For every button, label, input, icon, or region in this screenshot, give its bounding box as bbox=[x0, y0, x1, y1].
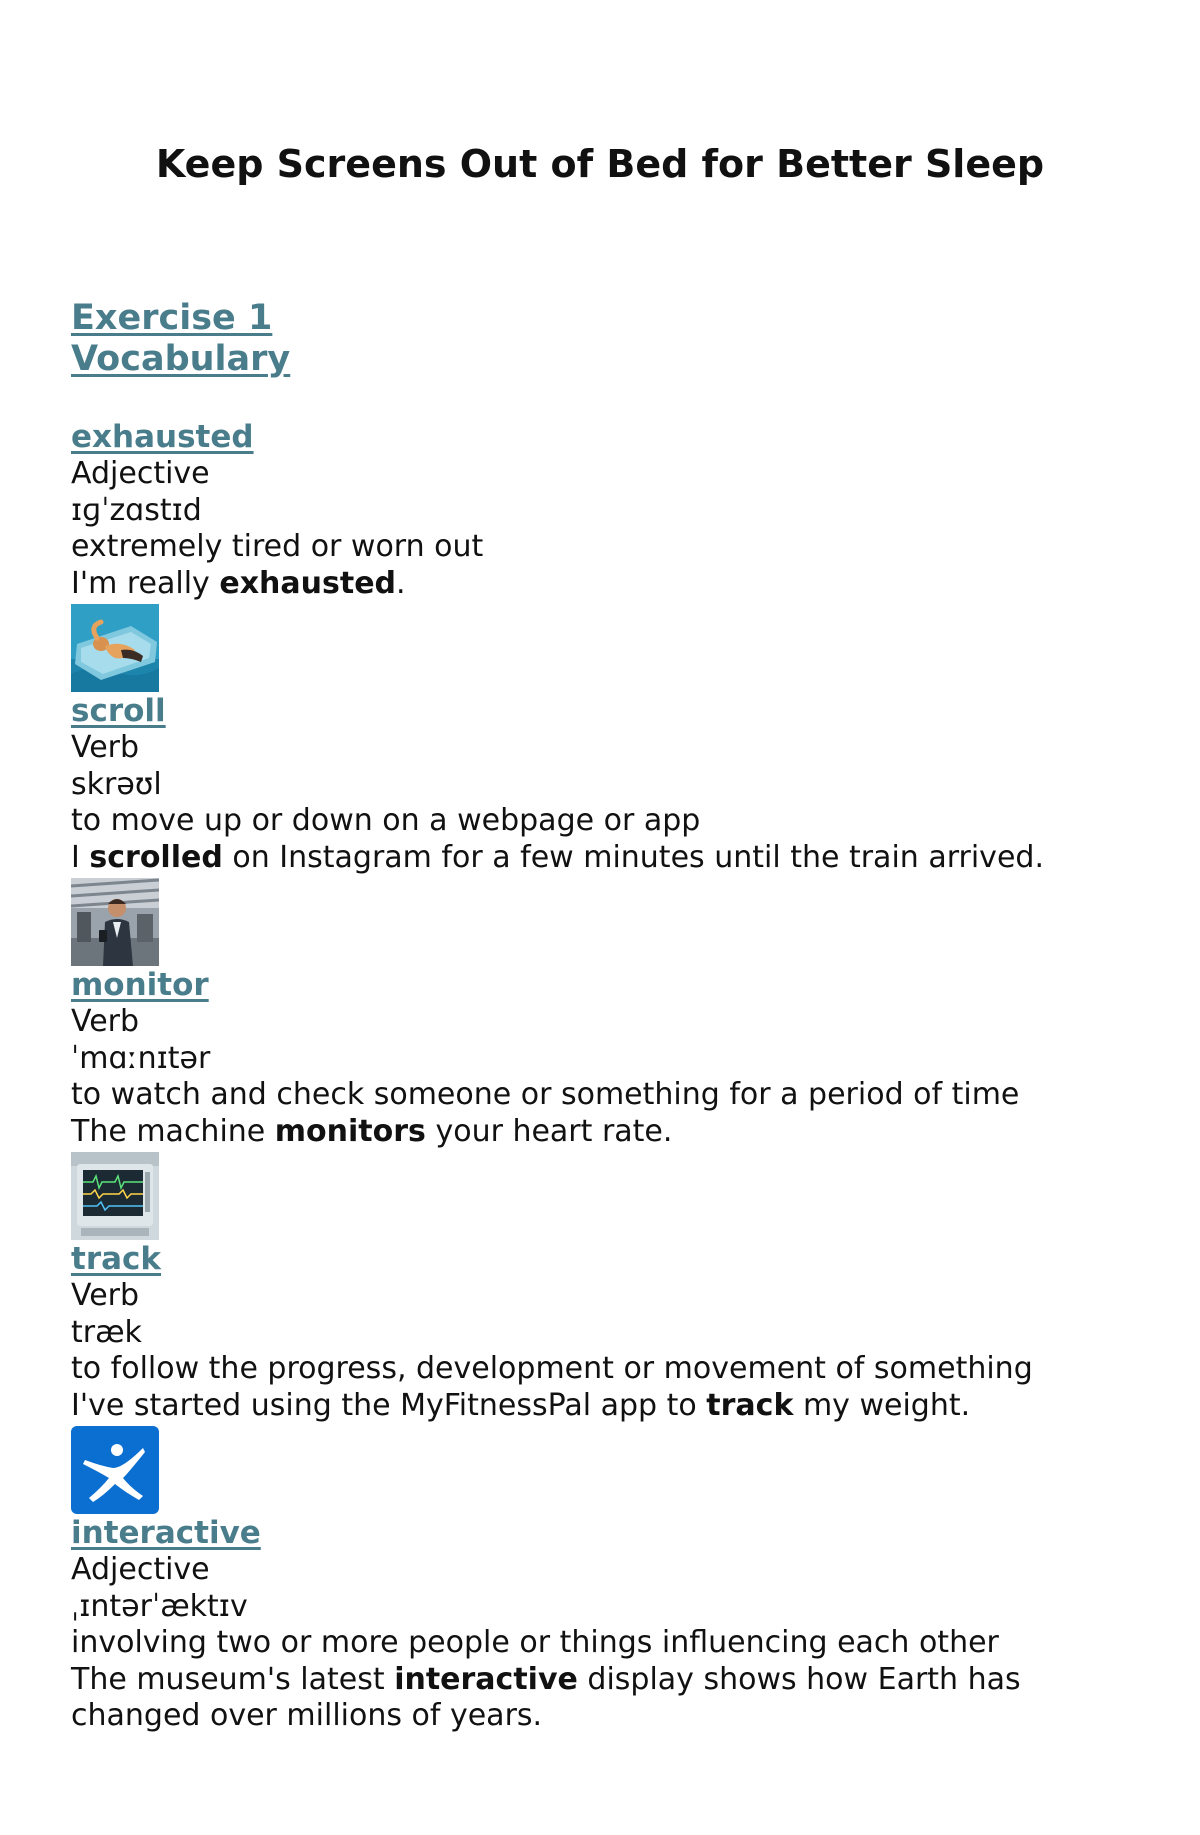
example-text-after: my weight. bbox=[793, 1387, 971, 1423]
part-of-speech: Verb bbox=[71, 1004, 140, 1039]
vocab-word-link[interactable]: monitor bbox=[71, 967, 209, 1003]
vocabulary-entry bbox=[71, 693, 1151, 966]
definition: to move up or down on a webpage or app bbox=[71, 803, 701, 838]
vocab-word-link[interactable]: scroll bbox=[71, 693, 166, 729]
example-keyword: exhausted bbox=[219, 565, 397, 601]
vocabulary-entry bbox=[71, 419, 1151, 692]
pronunciation: ɪɡˈzɑstɪd bbox=[71, 492, 202, 528]
vocabulary-entry bbox=[71, 967, 1151, 1240]
example-sentence bbox=[71, 566, 1151, 603]
example-text-after: your heart rate. bbox=[425, 1113, 673, 1149]
definition: to watch and check someone or something for a period of time bbox=[71, 1077, 1020, 1112]
example-text-before: The machine bbox=[71, 1113, 275, 1149]
example-keyword: monitors bbox=[274, 1113, 426, 1149]
part-of-speech: Verb bbox=[71, 1278, 140, 1313]
page-title: Keep Screens Out of Bed for Better Sleep bbox=[155, 142, 1045, 186]
person-lying-on-pool-float-photo bbox=[71, 604, 159, 692]
example-keyword: scrolled bbox=[89, 839, 223, 875]
example-text-after: display shows how Earth has changed over millions of years. bbox=[71, 1661, 1021, 1733]
definition: extremely tired or worn out bbox=[71, 529, 484, 564]
part-of-speech: Adjective bbox=[71, 456, 210, 491]
definition: involving two or more people or things influencing each other bbox=[71, 1625, 999, 1660]
part-of-speech: Verb bbox=[71, 730, 140, 765]
pronunciation: ˌɪntərˈæktɪv bbox=[71, 1588, 248, 1624]
example-keyword: track bbox=[706, 1387, 794, 1423]
definition: to follow the progress, development or movement of something bbox=[71, 1351, 1033, 1386]
part-of-speech: Adjective bbox=[71, 1552, 210, 1587]
vocabulary-entry bbox=[71, 1241, 1151, 1514]
vocab-word-link[interactable]: track bbox=[71, 1241, 162, 1277]
vocabulary-entry bbox=[71, 1515, 1151, 1735]
example-text-after: on Instagram for a few minutes until the train arrived. bbox=[222, 839, 1044, 875]
example-keyword: interactive bbox=[394, 1661, 578, 1697]
example-text-after: . bbox=[396, 565, 406, 601]
example-sentence bbox=[71, 840, 1151, 877]
example-text-before: I'm really bbox=[71, 565, 220, 601]
man-looking-at-phone-on-platform-photo bbox=[71, 878, 159, 966]
fitness-app-icon bbox=[71, 1426, 159, 1514]
example-sentence bbox=[71, 1114, 1151, 1151]
vocab-word-link[interactable]: interactive bbox=[71, 1515, 261, 1551]
pronunciation: træk bbox=[71, 1314, 142, 1350]
pronunciation: ˈmɑːnɪtər bbox=[71, 1040, 211, 1076]
vocab-word-link[interactable]: exhausted bbox=[71, 419, 254, 455]
example-sentence bbox=[71, 1388, 1151, 1425]
example-sentence bbox=[71, 1662, 1151, 1735]
heart-rate-monitor-photo bbox=[71, 1152, 159, 1240]
example-text-before: The museum's latest bbox=[71, 1661, 395, 1697]
section-heading bbox=[71, 298, 290, 380]
example-text-before: I bbox=[71, 839, 90, 875]
vocabulary-list bbox=[71, 419, 1151, 1735]
exercise-label: Exercise 1 bbox=[71, 298, 273, 338]
example-text-before: I've started using the MyFitnessPal app to bbox=[71, 1387, 707, 1423]
section-label: Vocabulary bbox=[71, 339, 291, 379]
pronunciation: skrəʊl bbox=[71, 766, 162, 802]
